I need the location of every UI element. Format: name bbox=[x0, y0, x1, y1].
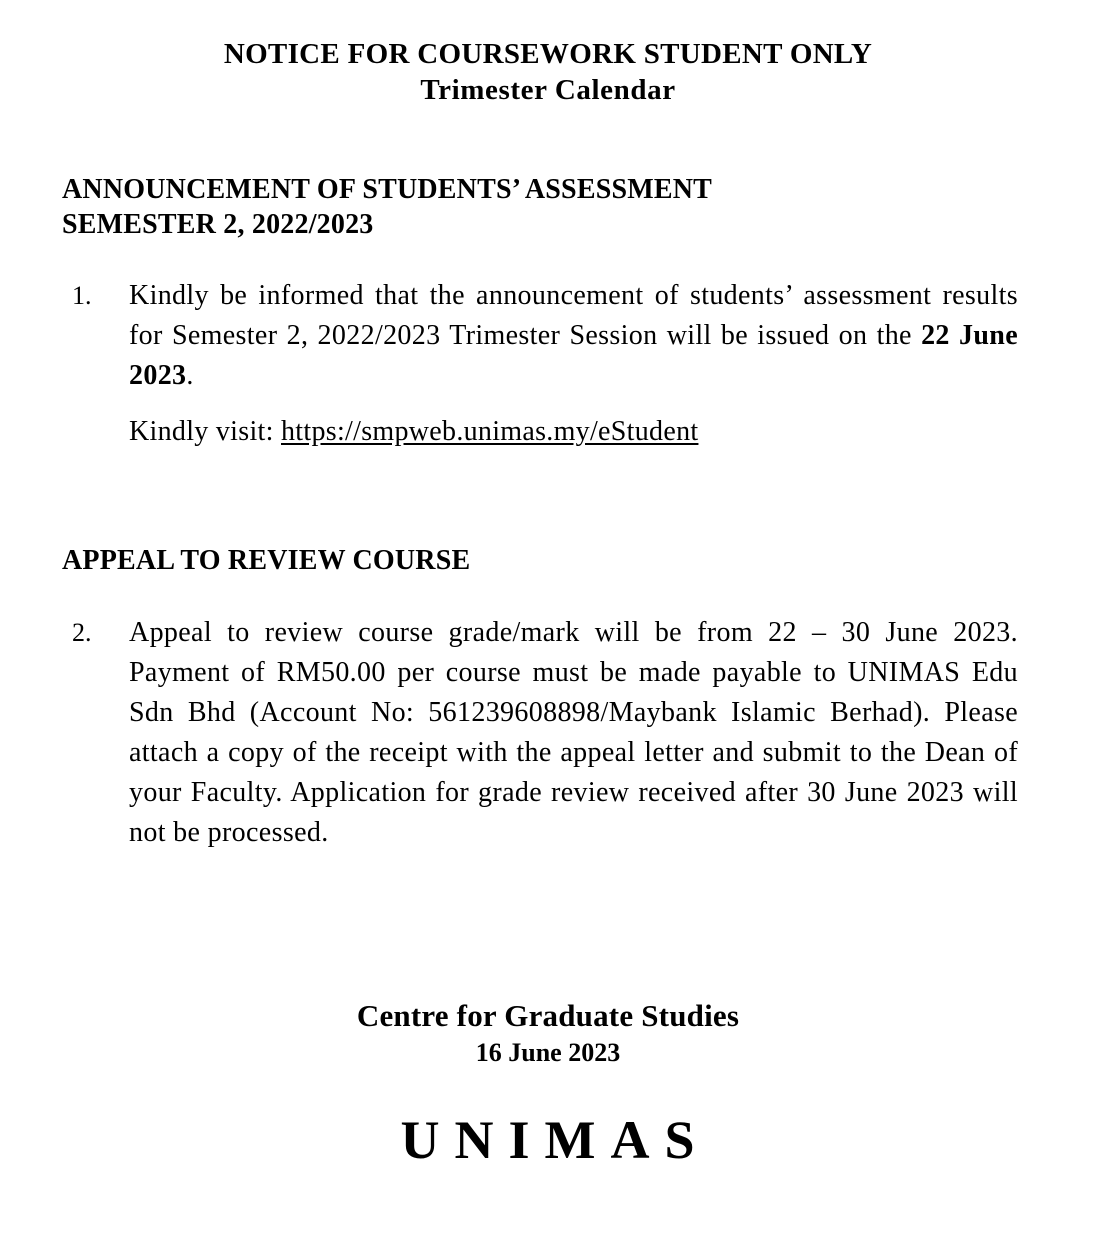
appeal-paragraph: Appeal to review course grade/mark will be from 22 – 30 June 2023. Payment of RM50.00 per course must be made payable to UNIMAS Edu Sdn Bhd (Account No: 561239608898/Maybank Islamic Berhad). Please attach a copy of the receipt with the appeal letter and submit to the Dean of your Faculty. Application for grade review received after 30 June 2023 will not be processed. bbox=[129, 617, 1018, 848]
announcement-paragraph bbox=[129, 276, 1018, 396]
estudent-link[interactable]: https://smpweb.unimas.my/eStudent bbox=[281, 416, 699, 447]
footer-brand: UNIMAS bbox=[400, 1110, 710, 1170]
notice-subtitle: Trimester Calendar bbox=[420, 74, 676, 106]
section-heading-line-2: SEMESTER 2, 2022/2023 bbox=[62, 209, 374, 240]
section-heading-line-1: ANNOUNCEMENT OF STUDENTS’ ASSESSMENT bbox=[62, 174, 713, 205]
footer-organization: Centre for Graduate Studies bbox=[356, 998, 740, 1033]
section-heading-assessment bbox=[62, 172, 712, 242]
item-number: 1. bbox=[72, 281, 92, 310]
visit-label: Kindly visit: bbox=[129, 416, 281, 447]
section-heading-appeal: APPEAL TO REVIEW COURSE bbox=[62, 545, 471, 576]
announcement-period: . bbox=[186, 360, 194, 391]
visit-line bbox=[129, 412, 698, 452]
announcement-date: 22 June 2023 bbox=[129, 320, 1018, 391]
item-number: 2. bbox=[72, 618, 92, 647]
footer-date: 16 June 2023 bbox=[475, 1038, 621, 1067]
announcement-text: Kindly be informed that the announcement of students’ assessment results for Semester 2, 2022/2023 Trimester Session will be issued on the bbox=[129, 280, 1018, 351]
notice-header bbox=[0, 36, 1096, 108]
notice-title: NOTICE FOR COURSEWORK STUDENT ONLY bbox=[223, 38, 873, 70]
